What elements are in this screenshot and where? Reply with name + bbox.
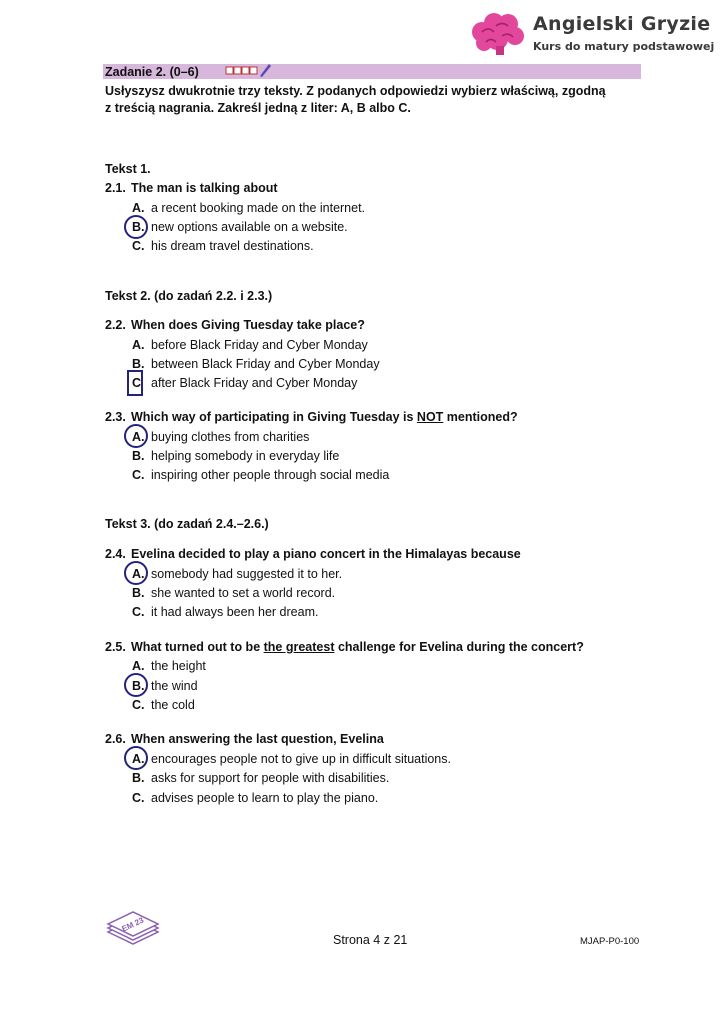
- option-2-3-a[interactable]: A. buying clothes from charities: [132, 430, 310, 444]
- option-2-5-a[interactable]: A. the height: [132, 659, 206, 673]
- text-3-heading: Tekst 3. (do zadań 2.4.–2.6.): [105, 517, 269, 531]
- option-2-5-c[interactable]: C. the cold: [132, 698, 195, 712]
- emphasis-not: NOT: [416, 410, 444, 424]
- question-prompt: When does Giving Tuesday take place?: [131, 318, 365, 332]
- brain-logo-icon: [470, 12, 525, 56]
- answer-mark-2-2-c: [127, 370, 143, 396]
- answer-mark-2-3-a: [124, 424, 148, 448]
- task-label: Zadanie 2. (0–6): [105, 65, 199, 79]
- option-2-2-c[interactable]: C after Black Friday and Cyber Monday: [132, 376, 358, 390]
- points-boxes-icon: [225, 62, 273, 78]
- task-instruction-line-1: Usłyszysz dwukrotnie trzy teksty. Z podanych odpowiedzi wybierz właściwą, zgodną: [105, 84, 606, 98]
- option-2-1-b[interactable]: B. new options available on a website.: [132, 220, 348, 234]
- option-2-2-b[interactable]: B. between Black Friday and Cyber Monday: [132, 357, 380, 371]
- emphasis-the-greatest: the greatest: [263, 640, 335, 654]
- question-prompt: Evelina decided to play a piano concert in the Himalayas because: [131, 547, 521, 561]
- option-2-1-a[interactable]: A. a recent booking made on the internet.: [132, 201, 366, 215]
- exam-logo-icon: [104, 908, 162, 948]
- question-2-1: [105, 181, 278, 195]
- option-2-2-a[interactable]: A. before Black Friday and Cyber Monday: [132, 338, 368, 352]
- question-2-3: 2.3. Which way of participating in Giving Tuesday is NOT mentioned?: [105, 410, 518, 424]
- option-2-6-b[interactable]: B. asks for support for people with disabilities.: [132, 771, 390, 785]
- brand-subtitle: Kurs do matury podstawowej: [533, 40, 715, 53]
- question-2-5: 2.5. What turned out to be the greatest challenge for Evelina during the concert?: [105, 640, 584, 654]
- question-number: 2.3.: [105, 410, 126, 424]
- option-2-4-b[interactable]: B. she wanted to set a world record.: [132, 586, 336, 600]
- option-2-5-b[interactable]: B. the wind: [132, 679, 198, 693]
- page-number: Strona 4 z 21: [333, 933, 408, 947]
- question-number: 2.2.: [105, 318, 126, 332]
- document-code: MJAP-P0-100: [580, 936, 640, 947]
- question-2-2: [105, 318, 365, 332]
- question-prompt: When answering the last question, Evelina: [131, 732, 384, 746]
- answer-mark-2-4-a: [124, 561, 148, 585]
- option-2-6-c[interactable]: C. advises people to learn to play the piano.: [132, 791, 379, 805]
- question-number: 2.1.: [105, 181, 126, 195]
- question-number: 2.4.: [105, 547, 126, 561]
- option-2-3-b[interactable]: B. helping somebody in everyday life: [132, 449, 340, 463]
- question-2-6: [105, 732, 384, 746]
- question-number: 2.6.: [105, 732, 126, 746]
- answer-mark-2-5-b: [124, 673, 148, 697]
- question-number: 2.5.: [105, 640, 126, 654]
- option-2-6-a[interactable]: A. encourages people not to give up in difficult situations.: [132, 752, 451, 766]
- task-instruction-line-2: z treścią nagrania. Zakreśl jedną z liter: A, B albo C.: [105, 101, 411, 115]
- answer-mark-2-6-a: [124, 746, 148, 770]
- option-2-4-c[interactable]: C. it had always been her dream.: [132, 605, 319, 619]
- option-2-3-c[interactable]: C. inspiring other people through social media: [132, 468, 390, 482]
- exam-logo-text: EM 23: [120, 915, 146, 934]
- option-2-4-a[interactable]: A. somebody had suggested it to her.: [132, 567, 343, 581]
- answer-mark-2-1-b: [124, 215, 148, 239]
- question-2-4: [105, 547, 521, 561]
- question-prompt: The man is talking about: [131, 181, 278, 195]
- text-1-heading: Tekst 1.: [105, 162, 151, 176]
- text-2-heading: Tekst 2. (do zadań 2.2. i 2.3.): [105, 289, 273, 303]
- option-2-1-c[interactable]: C. his dream travel destinations.: [132, 239, 314, 253]
- brand-title: Angielski Gryzie: [533, 13, 711, 35]
